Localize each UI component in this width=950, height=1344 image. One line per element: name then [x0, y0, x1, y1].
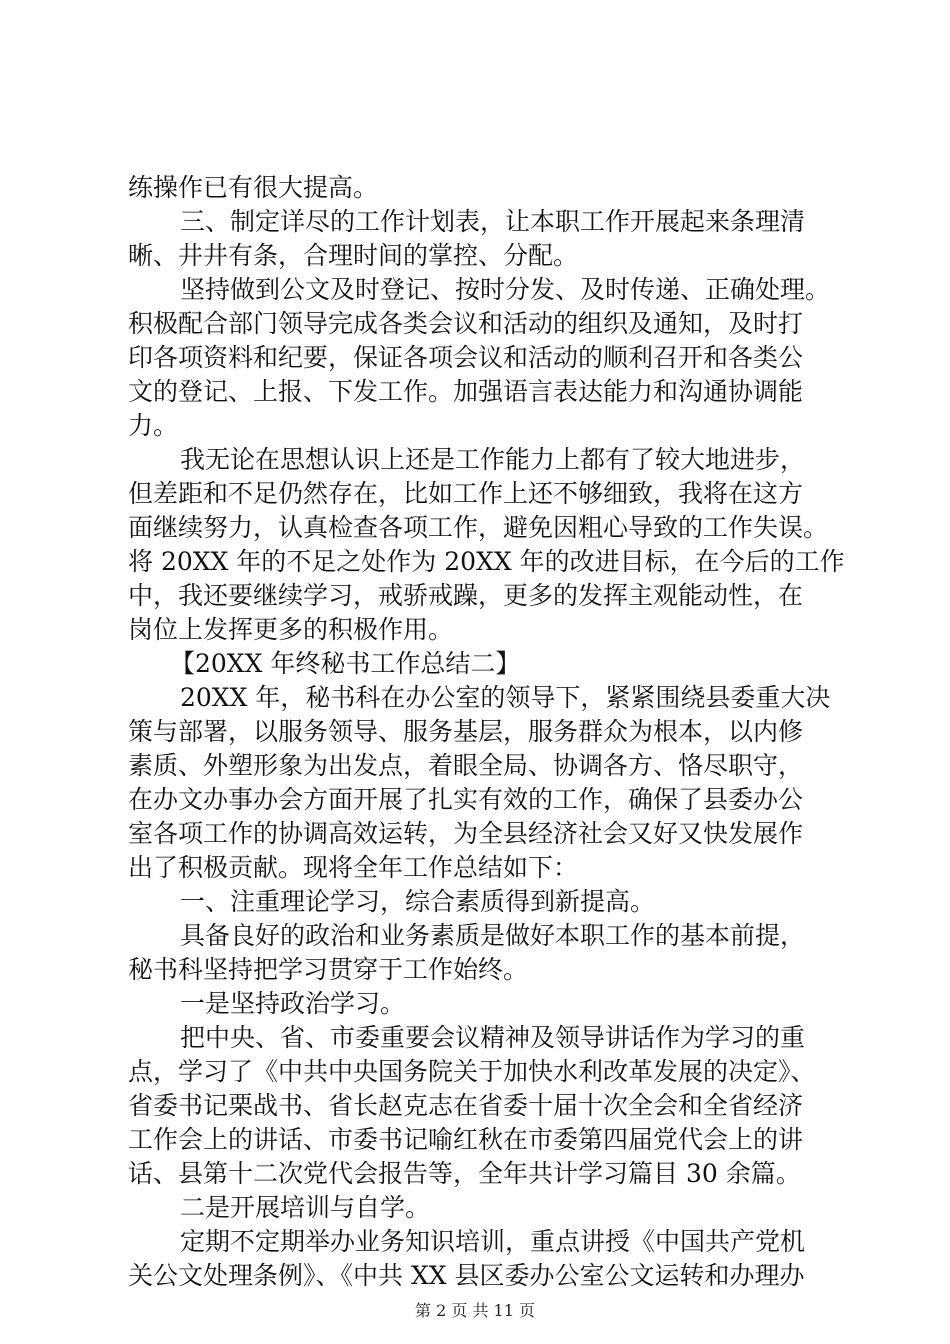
text-line: 20XX 年，秘书科在办公室的领导下，紧紧围绕县委重大决 — [180, 683, 831, 712]
text-line: 中，我还要继续学习，戒骄戒躁，更多的发挥主观能动性，在 — [128, 581, 804, 610]
text-line: 力。 — [128, 411, 179, 440]
text-line: 点，学习了《中共中央国务院关于加快水利改革发展的决定》、 — [128, 1057, 816, 1086]
text-line: 在办文办事办会方面开展了扎实有效的工作，确保了县委办公 — [128, 785, 804, 814]
text-line: 策与部署，以服务领导、服务基层，服务群众为根本，以内修 — [128, 717, 804, 746]
text-line: 关公文处理条例》、《中共 XX 县区委办公室公文运转和办理办 — [128, 1261, 805, 1290]
text-line: 晰、井井有条，合理时间的掌控、分配。 — [128, 241, 579, 270]
text-line: 一、注重理论学习，综合素质得到新提高。 — [180, 887, 656, 916]
text-line: 坚持做到公文及时登记、按时分发、及时传递、正确处理。 — [180, 275, 831, 304]
text-line: 素质、外塑形象为出发点，着眼全局、协调各方、恪尽职守， — [128, 751, 804, 780]
page-footer: 第 2 页 共 11 页 — [415, 1301, 535, 1320]
text-line: 定期不定期举办业务知识培训，重点讲授《中国共产党机 — [180, 1227, 806, 1256]
text-line: 二是开展培训与自学。 — [180, 1193, 431, 1222]
text-line: 积极配合部门领导完成各类会议和活动的组织及通知，及时打 — [128, 309, 804, 338]
text-line: 将 20XX 年的不足之处作为 20XX 年的改进目标，在今后的工作 — [128, 547, 845, 576]
text-line: 面继续努力，认真检查各项工作，避免因粗心导致的工作失误。 — [128, 513, 829, 542]
text-line: 三、制定详尽的工作计划表，让本职工作开展起来条理清 — [180, 207, 806, 236]
text-line: 文的登记、上报、下发工作。加强语言表达能力和沟通协调能 — [128, 377, 804, 406]
text-line: 我无论在思想认识上还是工作能力上都有了较大地进步， — [180, 445, 806, 474]
text-line: 出了积极贡献。现将全年工作总结如下： — [128, 853, 579, 882]
text-line: 岗位上发挥更多的积极作用。 — [128, 615, 454, 644]
text-line: 印各项资料和纪要，保证各项会议和活动的顺利召开和各类公 — [128, 343, 804, 372]
text-line: 一是坚持政治学习。 — [180, 989, 406, 1018]
text-line: 话、县第十二次党代会报告等，全年共计学习篇目 30 余篇。 — [128, 1159, 801, 1188]
text-line: 秘书科坚持把学习贯穿于工作始终。 — [128, 955, 529, 984]
text-line: 练操作已有很大提高。 — [128, 173, 379, 202]
text-line: 但差距和不足仍然存在，比如工作上还不够细致，我将在这方 — [128, 479, 804, 508]
text-line: 把中央、省、市委重要会议精神及领导讲话作为学习的重 — [180, 1023, 806, 1052]
text-line: 具备良好的政治和业务素质是做好本职工作的基本前提， — [180, 921, 806, 950]
section-heading: 【20XX 年终秘书工作总结二】 — [170, 649, 521, 678]
text-line: 室各项工作的协调高效运转，为全县经济社会又好又快发展作 — [128, 819, 804, 848]
text-line: 省委书记栗战书、省长赵克志在省委十届十次全会和全省经济 — [128, 1091, 804, 1120]
text-line: 工作会上的讲话、市委书记喻红秋在市委第四届党代会上的讲 — [128, 1125, 804, 1154]
